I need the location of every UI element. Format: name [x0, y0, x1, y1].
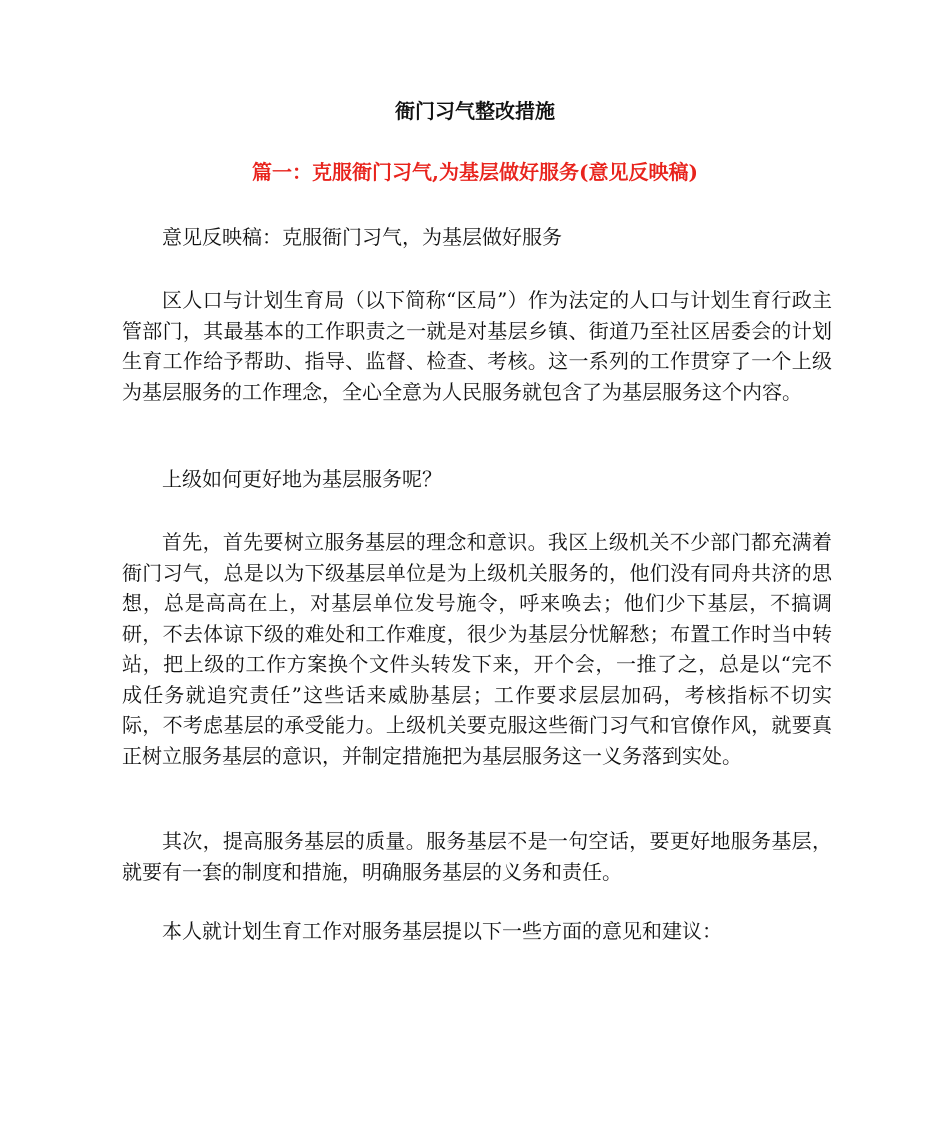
- paragraph-first-point: 首先，首先要树立服务基层的理念和意识。我区上级机关不少部门都充满着衙门习气，总是以为下级基层单位是为上级机关服务的，他们没有同舟共济的思想，总是高高在上，对基层单位发号施令，呼来唤去；他们少下基层，不搞调研，不去体谅下级的难处和工作难度，很少为基层分忧解愁；布置工作时当中转站，把上级的工作方案换个文件头转发下来，开个会，一推了之，总是以“完不成任务就追究责任”这些话来威胁基层；工作要求层层加码，考核指标不切实际，不考虑基层的承受能力。上级机关要克服这些衙门习气和官僚作风，就要真正树立服务基层的意识，并制定措施把为基层服务这一义务落到实处。: [122, 530, 832, 768]
- section-heading: 篇一：克服衙门习气,为基层做好服务(意见反映稿): [252, 160, 698, 184]
- paragraph-second-point: 其次，提高服务基层的质量。服务基层不是一句空话，要更好地服务基层，就要有一套的制度和措施，明确服务基层的义务和责任。: [122, 829, 832, 884]
- document-title: 衙门习气整改措施: [395, 99, 555, 123]
- paragraph-bureau-duties: 区人口与计划生育局（以下简称“区局”）作为法定的人口与计划生育行政主管部门，其最基本的工作职责之一就是对基层乡镇、街道乃至社区居委会的计划生育工作给予帮助、指导、监督、检查、考核。这一系列的工作贯穿了一个上级为基层服务的工作理念，全心全意为人民服务就包含了为基层服务这个内容。: [122, 288, 832, 404]
- paragraph-suggestions-intro: 本人就计划生育工作对服务基层提以下一些方面的意见和建议：: [162, 919, 722, 943]
- paragraph-opinion-title: 意见反映稿：克服衙门习气，为基层做好服务: [162, 225, 562, 249]
- paragraph-question: 上级如何更好地为基层服务呢？: [162, 467, 442, 491]
